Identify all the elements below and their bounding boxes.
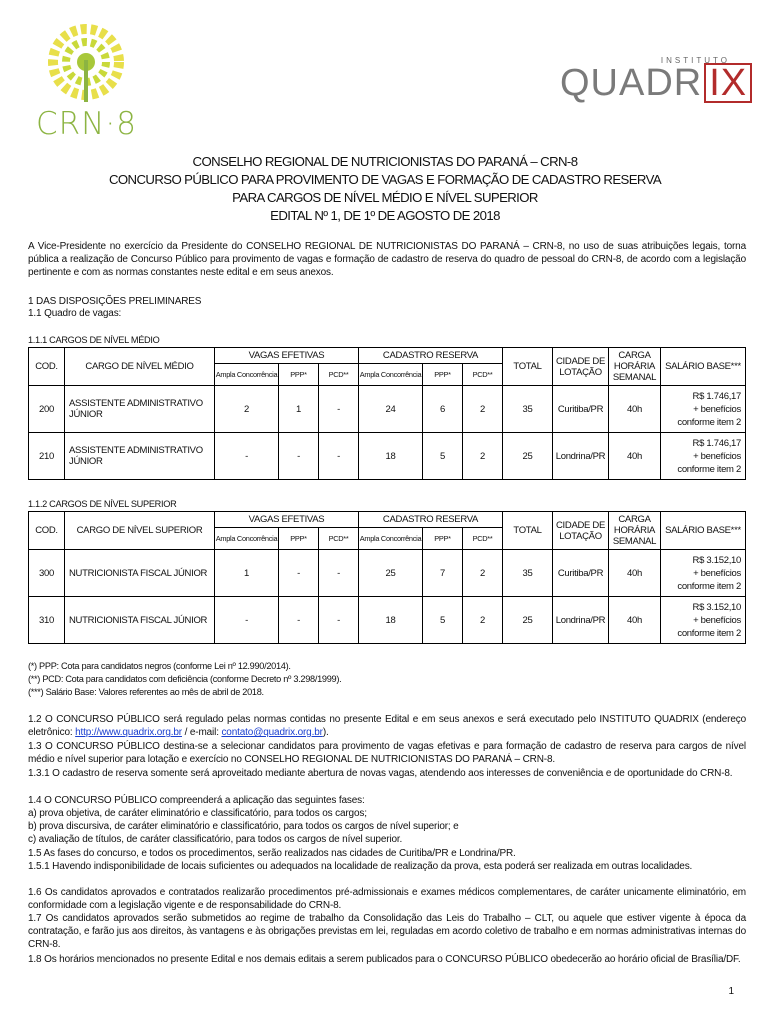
- header-salario: SALÁRIO BASE***: [661, 512, 746, 550]
- cell-total: 35: [503, 550, 553, 597]
- list-item-c: c) avaliação de títulos, de caráter classificatório, para todos os cargos de nível superior.: [28, 834, 403, 845]
- cell-cidade: Londrina/PR: [553, 433, 609, 480]
- table-row: [29, 433, 746, 480]
- quadrix-wordmark: [560, 62, 752, 105]
- salario-beneficios: + benefícios: [693, 567, 741, 579]
- cell-cadastro-pcd: 2: [463, 550, 503, 597]
- cell-vagas-ppp: -: [279, 597, 319, 644]
- table-row: [29, 597, 746, 644]
- cell-cod: 300: [29, 550, 65, 597]
- section-subheading: 1.1 Quadro de vagas:: [28, 308, 122, 319]
- cell-total: 25: [503, 597, 553, 644]
- cell-vagas-ampla: -: [215, 597, 279, 644]
- header-ppp: PPP*: [423, 528, 463, 550]
- cell-salario: [661, 386, 746, 433]
- header-ampla: Ampla Concorrência: [359, 364, 423, 386]
- salario-conforme: conforme item 2: [677, 463, 741, 475]
- header-total: TOTAL: [503, 348, 553, 386]
- header-cadastro: CADASTRO RESERVA: [359, 348, 503, 364]
- quadrix-logo: [560, 56, 760, 108]
- cell-vagas-ampla: 2: [215, 386, 279, 433]
- header-cadastro: CADASTRO RESERVA: [359, 512, 503, 528]
- cell-carga: 40h: [609, 433, 661, 480]
- list-item-b: b) prova discursiva, de caráter eliminatório e classificatório, para todos os cargos de nível superior; e: [28, 821, 459, 832]
- crn8-logo: [18, 18, 168, 142]
- header-cargo: CARGO DE NÍVEL SUPERIOR: [65, 512, 215, 550]
- cell-total: 25: [503, 433, 553, 480]
- header-line-4: EDITAL Nº 1, DE 1º DE AGOSTO DE 2018: [270, 208, 500, 223]
- salario-conforme: conforme item 2: [677, 580, 741, 592]
- cell-cadastro-ppp: 6: [423, 386, 463, 433]
- paragraph-1-5: 1.5 As fases do concurso, e todos os procedimentos, serão realizados nas cidades de Curitiba/PR e Londrina/PR.: [28, 848, 516, 859]
- section-heading: 1 DAS DISPOSIÇÕES PRELIMINARES: [28, 296, 202, 307]
- cell-cadastro-ampla: 25: [359, 550, 423, 597]
- crn8-emblem-icon: [18, 18, 168, 103]
- salario-valor: R$ 3.152,10: [692, 601, 741, 613]
- paragraph-1-8: 1.8 Os horários mencionados no presente Edital e nos demais editais a serem publicados para o CONCURSO PÚBLICO obedecerão ao horário oficial de Brasília/DF.: [28, 954, 741, 965]
- cell-carga: 40h: [609, 597, 661, 644]
- header-cidade: CIDADE DE LOTAÇÃO: [553, 348, 609, 386]
- cell-cadastro-pcd: 2: [463, 433, 503, 480]
- cell-carga: 40h: [609, 550, 661, 597]
- header-line-2: CONCURSO PÚBLICO PARA PROVIMENTO DE VAGAS E FORMAÇÃO DE CADASTRO RESERVA: [108, 172, 662, 187]
- cell-cadastro-ppp: 7: [423, 550, 463, 597]
- salario-beneficios: + benefícios: [693, 614, 741, 626]
- footnote-salario: (***) Salário Base: Valores referentes ao mês de abril de 2018.: [28, 687, 264, 697]
- quadrix-institute-label: INSTITUTO: [660, 56, 730, 65]
- superior-table-label: 1.1.2 CARGOS DE NÍVEL SUPERIOR: [28, 499, 177, 509]
- header-ppp: PPP*: [279, 364, 319, 386]
- header-ampla: Ampla Concorrência: [215, 364, 279, 386]
- cell-cod: 210: [29, 433, 65, 480]
- cell-cadastro-ampla: 24: [359, 386, 423, 433]
- cell-vagas-ppp: -: [279, 550, 319, 597]
- paragraph-1-2-text-a: 1.2 O CONCURSO PÚBLICO será regulado pelas normas contidas no presente Edital e em seus anexos e será executado pelo INSTITUTO QUADRIX (endereço eletrônico:: [28, 714, 746, 738]
- header-cidade: CIDADE DE LOTAÇÃO: [553, 512, 609, 550]
- salario-valor: R$ 1.746,17: [692, 437, 741, 449]
- cell-cidade: Curitiba/PR: [553, 550, 609, 597]
- cell-vagas-pcd: -: [319, 386, 359, 433]
- quadrix-site-link[interactable]: http://www.quadrix.org.br: [75, 727, 182, 738]
- cell-vagas-ampla: -: [215, 433, 279, 480]
- cell-cadastro-ampla: 18: [359, 433, 423, 480]
- cell-salario: [661, 550, 746, 597]
- cell-salario: [661, 597, 746, 644]
- footnote-pcd: (**) PCD: Cota para candidatos com deficiência (conforme Decreto nº 3.298/1999).: [28, 674, 342, 684]
- salario-valor: R$ 3.152,10: [692, 554, 741, 566]
- cell-cargo: NUTRICIONISTA FISCAL JÚNIOR: [65, 550, 215, 597]
- paragraph-1-7: 1.7 Os candidatos aprovados serão submetidos ao regime de trabalho da Consolidação das Leis do Trabalho – CLT, ou aquele que estiver vigente à época da contratação, e farão jus aos direitos, às vantagens e às obrigações previstas em lei, reguladas em acordo coletivo de trabalho e em normas administrativas internas do CRN-8.: [28, 913, 746, 950]
- header-line-3: PARA CARGOS DE NÍVEL MÉDIO E NÍVEL SUPERIOR: [232, 190, 538, 205]
- paragraph-1-4: 1.4 O CONCURSO PÚBLICO compreenderá a aplicação das seguintes fases:: [28, 795, 365, 806]
- cell-vagas-pcd: -: [319, 550, 359, 597]
- quadrix-wordmark-box: IX: [704, 63, 752, 103]
- paragraph-1-2-text-c: ).: [322, 727, 329, 738]
- medio-table-label: 1.1.1 CARGOS DE NÍVEL MÉDIO: [28, 335, 160, 345]
- page-number: 1: [728, 986, 734, 997]
- header-pcd: PCD**: [463, 528, 503, 550]
- header-cod: COD.: [29, 512, 65, 550]
- salario-beneficios: + benefícios: [693, 403, 741, 415]
- paragraph-1-6: 1.6 Os candidatos aprovados e contratados realizarão procedimentos pré-admissionais e exames médicos complementares, de caráter unicamente eliminatório, em conformidade com a legislação vigente e de responsabilidade do CRN-8.: [28, 887, 746, 911]
- quadrix-email-link[interactable]: contato@quadrix.org.br: [221, 727, 323, 738]
- cell-cadastro-ppp: 5: [423, 597, 463, 644]
- header-ampla: Ampla Concorrência: [359, 528, 423, 550]
- salario-conforme: conforme item 2: [677, 416, 741, 428]
- header-pcd: PCD**: [319, 364, 359, 386]
- list-item-a: a) prova objetiva, de caráter eliminatório e classificatório, para todos os cargos;: [28, 808, 367, 819]
- salario-valor: R$ 1.746,17: [692, 390, 741, 402]
- header-salario: SALÁRIO BASE***: [661, 348, 746, 386]
- cell-cadastro-ppp: 5: [423, 433, 463, 480]
- cell-total: 35: [503, 386, 553, 433]
- salario-conforme: conforme item 2: [677, 627, 741, 639]
- header-ppp: PPP*: [279, 528, 319, 550]
- cell-vagas-ampla: 1: [215, 550, 279, 597]
- cell-cidade: Curitiba/PR: [553, 386, 609, 433]
- header-cod: COD.: [29, 348, 65, 386]
- cell-cod: 200: [29, 386, 65, 433]
- header-ampla: Ampla Concorrência: [215, 528, 279, 550]
- cell-cargo: ASSISTENTE ADMINISTRATIVO JÚNIOR: [65, 386, 215, 433]
- paragraph-1-2: [28, 713, 746, 739]
- header-pcd: PCD**: [463, 364, 503, 386]
- cell-cod: 310: [29, 597, 65, 644]
- medio-vagas-table: [28, 347, 746, 480]
- header-vagas: VAGAS EFETIVAS: [215, 348, 359, 364]
- paragraph-1-5-1: 1.5.1 Havendo indisponibilidade de locais suficientes ou adequados na localidade de realização da prova, esta poderá ser realizada em outras localidades.: [28, 861, 693, 872]
- paragraph-1-3-1: 1.3.1 O cadastro de reserva somente será aproveitado mediante abertura de novas vagas, atendendo aos interesses de conveniência e de oportunidade do CRN-8.: [28, 768, 733, 779]
- paragraph-1-2-text-b: / e-mail:: [181, 727, 222, 738]
- header-cargo: CARGO DE NÍVEL MÉDIO: [65, 348, 215, 386]
- cell-cadastro-pcd: 2: [463, 597, 503, 644]
- crn8-logo-text: CRN·8: [36, 106, 137, 142]
- superior-vagas-table: [28, 511, 746, 644]
- cell-cadastro-ampla: 18: [359, 597, 423, 644]
- header-total: TOTAL: [503, 512, 553, 550]
- cell-carga: 40h: [609, 386, 661, 433]
- paragraph-1-3: 1.3 O CONCURSO PÚBLICO destina-se a selecionar candidatos para provimento de vagas efetivas e para formação de cadastro de reserva para cargos de nível médio e nível superior para lotação e exercício no CONSELHO REGIONAL DE NUTRICIONISTAS DO PARANÁ – CRN-8.: [28, 741, 746, 765]
- cell-vagas-ppp: 1: [279, 386, 319, 433]
- cell-vagas-pcd: -: [319, 433, 359, 480]
- cell-vagas-pcd: -: [319, 597, 359, 644]
- header-carga: CARGA HORÁRIA SEMANAL: [609, 512, 661, 550]
- header-vagas: VAGAS EFETIVAS: [215, 512, 359, 528]
- salario-beneficios: + benefícios: [693, 450, 741, 462]
- cell-salario: [661, 433, 746, 480]
- cell-vagas-ppp: -: [279, 433, 319, 480]
- cell-cargo: ASSISTENTE ADMINISTRATIVO JÚNIOR: [65, 433, 215, 480]
- header-pcd: PCD**: [319, 528, 359, 550]
- cell-cargo: NUTRICIONISTA FISCAL JÚNIOR: [65, 597, 215, 644]
- cell-cidade: Londrina/PR: [553, 597, 609, 644]
- quadrix-wordmark-main: QUADR: [560, 62, 703, 104]
- cell-cadastro-pcd: 2: [463, 386, 503, 433]
- header-line-1: CONSELHO REGIONAL DE NUTRICIONISTAS DO PARANÁ – CRN-8: [192, 154, 578, 169]
- footnote-ppp: (*) PPP: Cota para candidatos negros (conforme Lei nº 12.990/2014).: [28, 661, 291, 671]
- header-carga: CARGA HORÁRIA SEMANAL: [609, 348, 661, 386]
- header-ppp: PPP*: [423, 364, 463, 386]
- table-row: [29, 386, 746, 433]
- intro-paragraph: A Vice-Presidente no exercício da Presidente do CONSELHO REGIONAL DE NUTRICIONISTAS DO PARANÁ – CRN-8, no uso de suas atribuições legais, torna pública a realização de Concurso Público para provimento de vagas e formação de cadastro de reserva do quadro de pessoal do CRN-8, de acordo com a legislação pertinente e com as normas constantes neste edital e em seus anexos.: [28, 241, 746, 278]
- table-row: [29, 550, 746, 597]
